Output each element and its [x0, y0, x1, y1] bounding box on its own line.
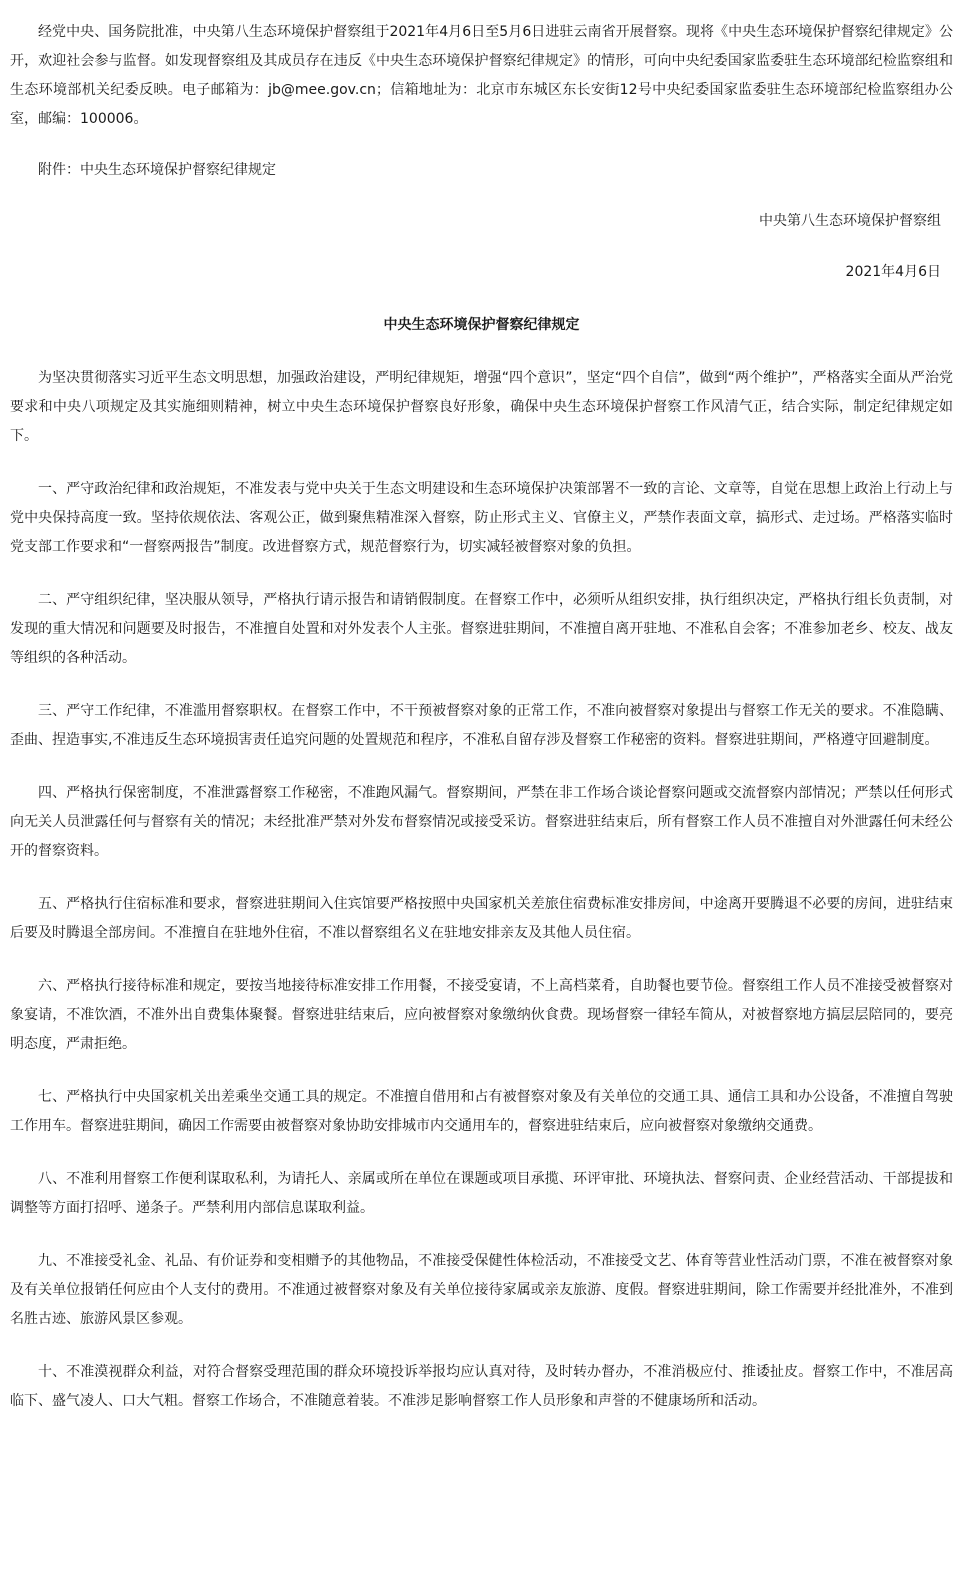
article-10: 十、不准漠视群众利益，对符合督察受理范围的群众环境投诉举报均应认真对待，及时转办督办，不准消极应付、推诿扯皮。督察工作中，不准居高临下、盛气凌人、口大气粗。督察工作场合，不准随意着装。不准涉足影响督察工作人员形象和声誉的不健康场所和活动。	[10, 1364, 953, 1409]
notice-date: 2021年4月6日	[845, 264, 941, 280]
article-8: 八、不准利用督察工作便利谋取私利，为请托人、亲属或所在单位在课题或项目承揽、环评审批、环境执法、督察问责、企业经营活动、干部提拔和调整等方面打招呼、递条子。严禁利用内部信息谋取利益。	[10, 1171, 953, 1216]
article-3: 三、严守工作纪律，不准滥用督察职权。在督察工作中，不干预被督察对象的正常工作，不准向被督察对象提出与督察工作无关的要求。不准隐瞒、歪曲、捏造事实,不准违反生态环境损害责任追究问题的处置规范和程序，不准私自留存涉及督察工作秘密的资料。督察进驻期间，严格遵守回避制度。	[10, 703, 953, 748]
article-9: 九、不准接受礼金、礼品、有价证券和变相赠予的其他物品，不准接受保健性体检活动，不准接受文艺、体育等营业性活动门票，不准在被督察对象及有关单位报销任何应由个人支付的费用。不准通过被督察对象及有关单位接待家属或亲友旅游、度假。督察进驻期间，除工作需要并经批准外，不准到名胜古迹、旅游风景区参观。	[10, 1253, 953, 1327]
signature: 中央第八生态环境保护督察组	[759, 213, 941, 229]
regulation-preamble: 为坚决贯彻落实习近平生态文明思想，加强政治建设，严明纪律规矩，增强“四个意识”，坚定“四个自信”，做到“两个维护”，严格落实全面从严治党要求和中央八项规定及其实施细则精神，树立中央生态环境保护督察良好形象，确保中央生态环境保护督察工作风清气正，结合实际，制定纪律规定如下。	[10, 370, 953, 444]
article-1: 一、严守政治纪律和政治规矩，不准发表与党中央关于生态文明建设和生态环境保护决策部署不一致的言论、文章等，自觉在思想上政治上行动上与党中央保持高度一致。坚持依规依法、客观公正，做到聚焦精准深入督察，防止形式主义、官僚主义，严禁作表面文章，搞形式、走过场。严格落实临时党支部工作要求和“一督察两报告”制度。改进督察方式，规范督察行为，切实减轻被督察对象的负担。	[10, 481, 953, 555]
article-4: 四、严格执行保密制度，不准泄露督察工作秘密，不准跑风漏气。督察期间，严禁在非工作场合谈论督察问题或交流督察内部情况；严禁以任何形式向无关人员泄露任何与督察有关的情况；未经批准严禁对外发布督察情况或接受采访。督察进驻结束后，所有督察工作人员不准擅自对外泄露任何未经公开的督察资料。	[10, 785, 953, 859]
notice-intro: 经党中央、国务院批准，中央第八生态环境保护督察组于2021年4月6日至5月6日进驻云南省开展督察。现将《中央生态环境保护督察纪律规定》公开，欢迎社会参与监督。如发现督察组及其成员存在违反《中央生态环境保护督察纪律规定》的情形，可向中央纪委国家监委驻生态环境部纪检监察组和生态环境部机关纪委反映。电子邮箱为：jb@mee.gov.cn；信箱地址为：北京市东城区东长安街12号中央纪委国家监委驻生态环境部纪检监察组办公室，邮编：100006。	[10, 24, 953, 127]
article-5: 五、严格执行住宿标准和要求，督察进驻期间入住宾馆要严格按照中央国家机关差旅住宿费标准安排房间，中途离开要腾退不必要的房间，进驻结束后要及时腾退全部房间。不准擅自在驻地外住宿，不准以督察组名义在驻地安排亲友及其他人员住宿。	[10, 896, 953, 941]
article-2: 二、严守组织纪律，坚决服从领导，严格执行请示报告和请销假制度。在督察工作中，必须听从组织安排，执行组织决定，严格执行组长负责制，对发现的重大情况和问题要及时报告，不准擅自处置和对外发表个人主张。督察进驻期间，不准擅自离开驻地、不准私自会客；不准参加老乡、校友、战友等组织的各种活动。	[10, 592, 953, 666]
article-6: 六、严格执行接待标准和规定，要按当地接待标准安排工作用餐，不接受宴请，不上高档菜肴，自助餐也要节俭。督察组工作人员不准接受被督察对象宴请，不准饮酒，不准外出自费集体聚餐。督察进驻结束后，应向被督察对象缴纳伙食费。现场督察一律轻车简从，对被督察地方搞层层陪同的，要亮明态度，严肃拒绝。	[10, 978, 953, 1052]
article-7: 七、严格执行中央国家机关出差乘坐交通工具的规定。不准擅自借用和占有被督察对象及有关单位的交通工具、通信工具和办公设备，不准擅自驾驶工作用车。督察进驻期间，确因工作需要由被督察对象协助安排城市内交通用车的，督察进驻结束后，应向被督察对象缴纳交通费。	[10, 1089, 953, 1134]
regulation-title: 中央生态环境保护督察纪律规定	[383, 317, 580, 333]
attachment-line: 附件：中央生态环境保护督察纪律规定	[38, 162, 276, 178]
